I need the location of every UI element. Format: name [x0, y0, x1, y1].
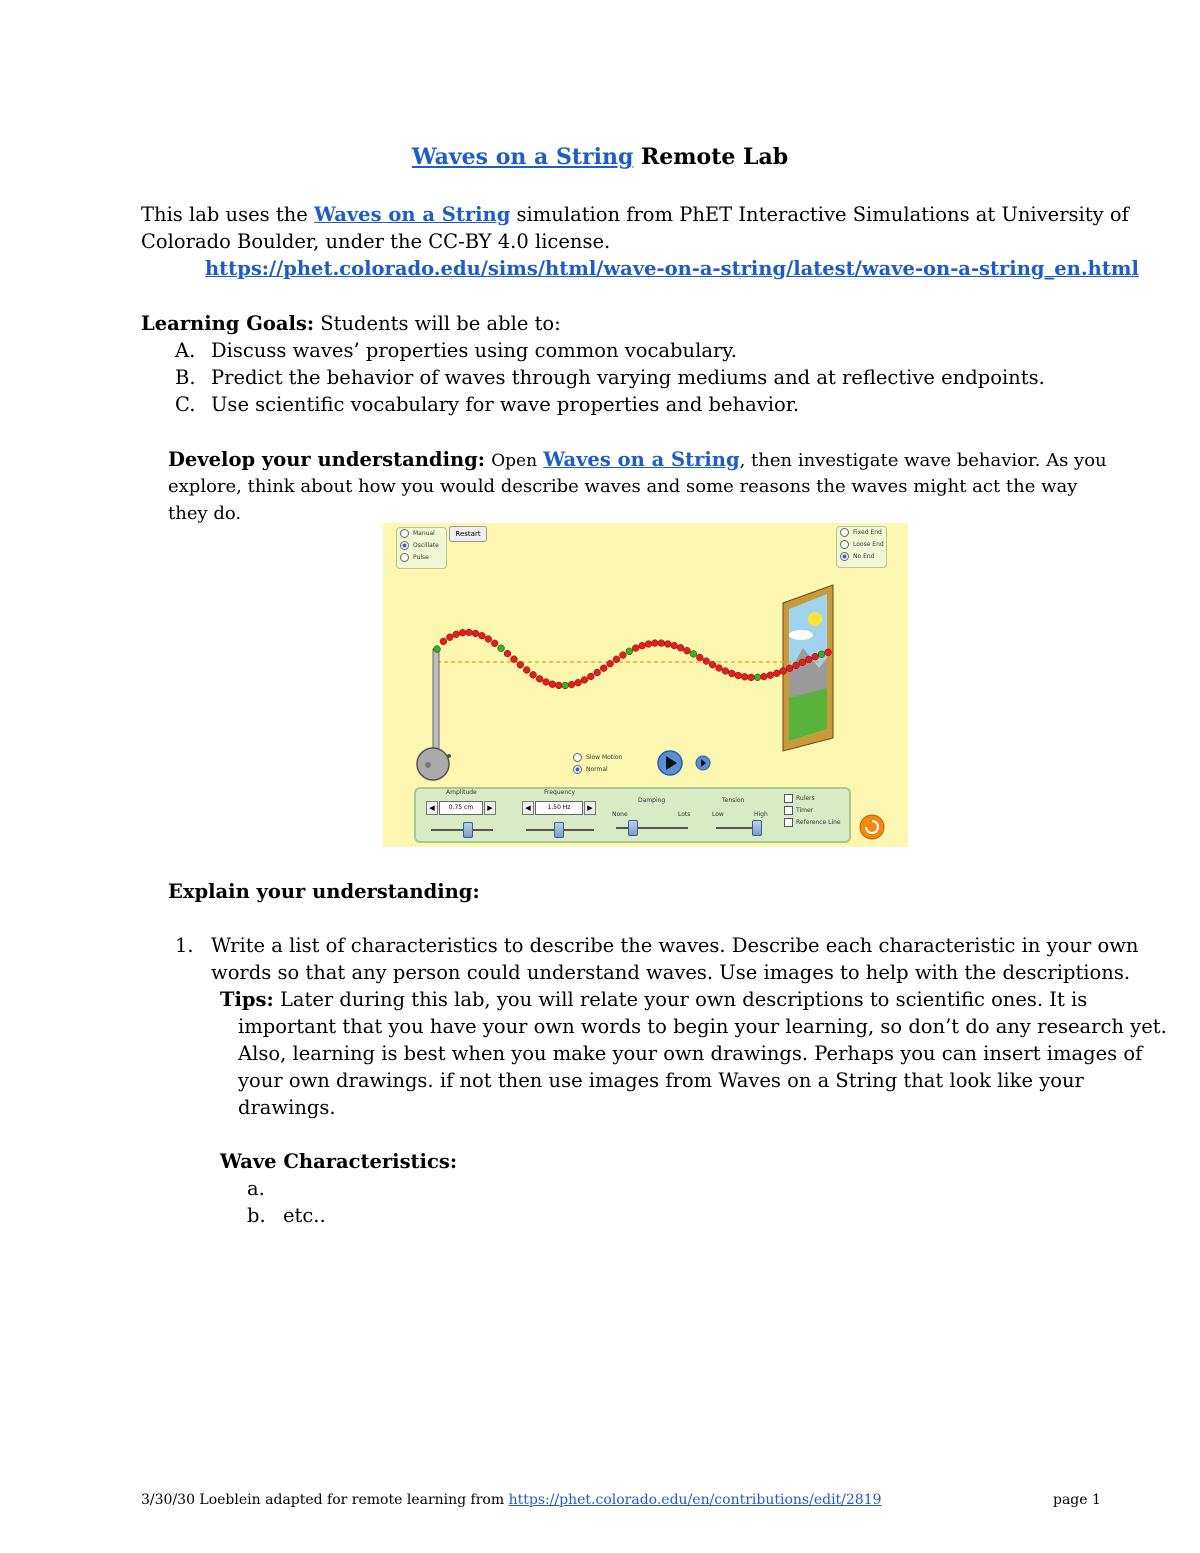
goal-marker: B.	[175, 366, 196, 389]
string-bead	[818, 651, 825, 658]
amplitude-slider-thumb[interactable]	[463, 822, 473, 838]
string-bead	[613, 656, 620, 663]
string-bead	[562, 682, 569, 689]
learning-goals-lead: Students will be able to:	[320, 312, 561, 335]
string-bead	[536, 675, 543, 682]
option-checkbox[interactable]: Rulers	[784, 793, 841, 805]
goal-text: Predict the behavior of waves through varying mediums and at reflective endpoints.	[211, 366, 1045, 389]
string-bead	[530, 671, 537, 678]
restart-button[interactable]: Restart	[449, 526, 487, 542]
develop-sim-link[interactable]: Waves on a String	[543, 448, 740, 471]
amplitude-track	[431, 829, 493, 831]
string-bead	[645, 641, 652, 648]
develop-label: Develop your understanding:	[168, 448, 485, 471]
string-bead	[805, 656, 812, 663]
string-bead	[722, 668, 729, 675]
goal-marker: A.	[175, 339, 196, 362]
explain-heading: Explain your understanding:	[168, 880, 480, 903]
damping-max-label: Lots	[678, 811, 691, 818]
tips-text: Later during this lab, you will relate your own descriptions to scientific ones. It is	[279, 988, 1088, 1011]
string-bead	[594, 669, 601, 676]
question-1-line-2: words so that any person could understand waves. Use images to help with the descriptions.	[211, 961, 1131, 984]
develop-line-1	[168, 446, 1107, 475]
footer-text: 3/30/30 Loeblein adapted for remote learning from	[141, 1492, 505, 1508]
string-bead	[709, 661, 716, 668]
string-bead	[555, 682, 562, 689]
string-bead	[741, 673, 748, 680]
string-bead	[459, 629, 466, 636]
simulation-screenshot	[383, 523, 908, 847]
string-bead	[491, 640, 498, 647]
develop-rest: , then investigate wave behavior. As you	[739, 450, 1107, 471]
learning-goals-heading	[141, 310, 561, 337]
string-bead	[735, 672, 742, 679]
title-link[interactable]: Waves on a String	[411, 144, 634, 170]
string-bead	[568, 681, 575, 688]
options-group	[784, 793, 841, 829]
radio-icon	[573, 753, 582, 762]
frequency-slider-thumb[interactable]	[554, 822, 564, 838]
string-bead	[466, 629, 473, 636]
option-checkbox[interactable]: Timer	[784, 805, 841, 817]
frequency-increase-button[interactable]: ▶	[584, 801, 596, 815]
string-bead	[517, 661, 524, 668]
string-bead	[786, 665, 793, 672]
checkbox-icon	[784, 806, 793, 815]
tension-min-label: Low	[712, 811, 724, 818]
characteristic-item	[247, 1175, 283, 1202]
goal-marker: C.	[175, 393, 196, 416]
end-option[interactable]: Loose End	[840, 539, 886, 551]
develop-line-2: explore, think about how you would describe waves and some reasons the waves might act the way	[168, 476, 1078, 497]
amplitude-decrease-button[interactable]: ◀	[426, 801, 438, 815]
string-bead	[780, 668, 787, 675]
string-bead	[761, 673, 768, 680]
string-bead	[748, 674, 755, 681]
string-bead	[453, 631, 460, 638]
tips-line-2: important that you have your own words to begin your learning, so don’t do any research yet.	[238, 1015, 1167, 1038]
string-bead	[812, 653, 819, 660]
speed-option[interactable]: Normal	[573, 764, 622, 776]
string-bead	[690, 651, 697, 658]
learning-goals-label: Learning Goals:	[141, 312, 315, 335]
string-bead	[479, 632, 486, 639]
damping-min-label: None	[612, 811, 628, 818]
intro-line-2: Colorado Boulder, under the CC-BY 4.0 license.	[141, 230, 611, 253]
characteristic-item	[247, 1202, 326, 1229]
string-bead	[485, 636, 492, 643]
goal-item	[175, 337, 737, 364]
page-title	[0, 144, 1200, 171]
goal-item	[175, 364, 1045, 391]
speed-option[interactable]: Slow Motion	[573, 752, 622, 764]
frequency-label: Frequency	[544, 789, 575, 796]
question-1-line-1: Write a list of characteristics to describe the waves. Describe each characteristic in your own	[211, 934, 1139, 957]
tips-label: Tips:	[220, 988, 274, 1011]
string-bead	[703, 658, 710, 665]
string-bead	[677, 644, 684, 651]
sim-url-link[interactable]: https://phet.colorado.edu/sims/html/wave-on-a-string/latest/wave-on-a-string_en.html	[205, 257, 1139, 280]
string-bead	[472, 630, 479, 637]
tension-slider-thumb[interactable]	[752, 820, 762, 836]
goal-text: Discuss waves’ properties using common vocabulary.	[211, 339, 737, 362]
string-bead	[620, 652, 627, 659]
control-panel	[414, 787, 851, 843]
string-bead	[716, 665, 723, 672]
end-option[interactable]: Fixed End	[840, 527, 886, 539]
tips-line-1	[220, 986, 1087, 1013]
string-bead	[652, 640, 659, 647]
mode-option[interactable]: Manual	[400, 528, 446, 540]
intro-prefix: This lab uses the	[141, 203, 308, 226]
intro-line-1	[141, 201, 1129, 228]
string-bead	[773, 670, 780, 677]
intro-url	[205, 255, 1139, 282]
amplitude-label: Amplitude	[446, 789, 477, 796]
mode-option[interactable]: Pulse	[400, 552, 446, 564]
characteristics-heading: Wave Characteristics:	[220, 1150, 458, 1173]
string-bead	[587, 673, 594, 680]
tips-line-5: drawings.	[238, 1096, 336, 1119]
string-bead	[729, 670, 736, 677]
string-bead	[543, 679, 550, 686]
mode-option[interactable]: Oscillate	[400, 540, 446, 552]
question-1-marker: 1.	[175, 934, 194, 957]
damping-track	[616, 827, 688, 829]
goal-text: Use scientific vocabulary for wave properties and behavior.	[211, 393, 800, 416]
wave-beads	[434, 629, 832, 689]
string-bead	[607, 660, 614, 667]
damping-slider-thumb[interactable]	[628, 820, 638, 836]
characteristic-marker: a.	[247, 1177, 265, 1200]
string-bead	[793, 662, 800, 669]
develop-open: Open	[491, 451, 538, 471]
speed-selector	[573, 752, 622, 776]
string-bead	[696, 654, 703, 661]
string-bead	[626, 648, 633, 655]
string-bead	[581, 677, 588, 684]
string-bead	[671, 642, 678, 649]
frequency-decrease-button[interactable]: ◀	[522, 801, 534, 815]
amplitude-increase-button[interactable]: ▶	[484, 801, 496, 815]
string-bead	[523, 667, 530, 674]
footer	[141, 1490, 882, 1510]
string-bead	[767, 672, 774, 679]
string-bead	[658, 640, 665, 647]
frequency-field[interactable]: 1.50 Hz	[535, 801, 583, 815]
string-bead	[825, 649, 832, 656]
string-bead	[639, 642, 646, 649]
string-bead	[664, 641, 671, 648]
page-number: page 1	[1053, 1492, 1101, 1508]
intro-sim-link[interactable]: Waves on a String	[314, 203, 511, 226]
radio-selected-icon	[573, 765, 582, 774]
reset-all-icon	[860, 815, 884, 839]
title-text: Remote Lab	[641, 144, 789, 170]
tension-label: Tension	[722, 797, 745, 804]
develop-line-3: they do.	[168, 503, 242, 524]
tips-line-4: your own drawings. if not then use images from Waves on a String that look like your	[238, 1069, 1084, 1092]
amplitude-field[interactable]: 0.75 cm	[439, 801, 483, 815]
string-bead	[549, 681, 556, 688]
string-bead	[754, 674, 761, 681]
goal-item	[175, 391, 799, 418]
string-bead	[600, 665, 607, 672]
string-bead	[511, 656, 518, 663]
string-bead	[440, 638, 447, 645]
checkbox-icon	[784, 818, 793, 827]
string-bead	[498, 645, 505, 652]
string-bead	[799, 659, 806, 666]
intro-suffix: simulation from PhET Interactive Simulations at University of	[516, 203, 1129, 226]
oscillator-wheel-icon	[417, 748, 449, 780]
tips-line-3: Also, learning is best when you make your own drawings. Perhaps you can insert images of	[238, 1042, 1143, 1065]
checkbox-icon	[784, 794, 793, 803]
end-option[interactable]: No End	[840, 551, 886, 563]
characteristic-marker: b.	[247, 1204, 266, 1227]
string-bead	[504, 650, 511, 657]
string-bead	[446, 634, 453, 641]
string-bead	[684, 647, 691, 654]
string-bead	[575, 679, 582, 686]
string-bead	[434, 646, 441, 653]
damping-label: Damping	[638, 797, 666, 804]
string-bead	[632, 645, 639, 652]
tension-max-label: High	[754, 811, 768, 818]
option-checkbox[interactable]: Reference Line	[784, 817, 841, 829]
characteristic-text: etc..	[283, 1204, 326, 1227]
footer-link[interactable]: https://phet.colorado.edu/en/contributions/edit/2819	[508, 1492, 882, 1508]
